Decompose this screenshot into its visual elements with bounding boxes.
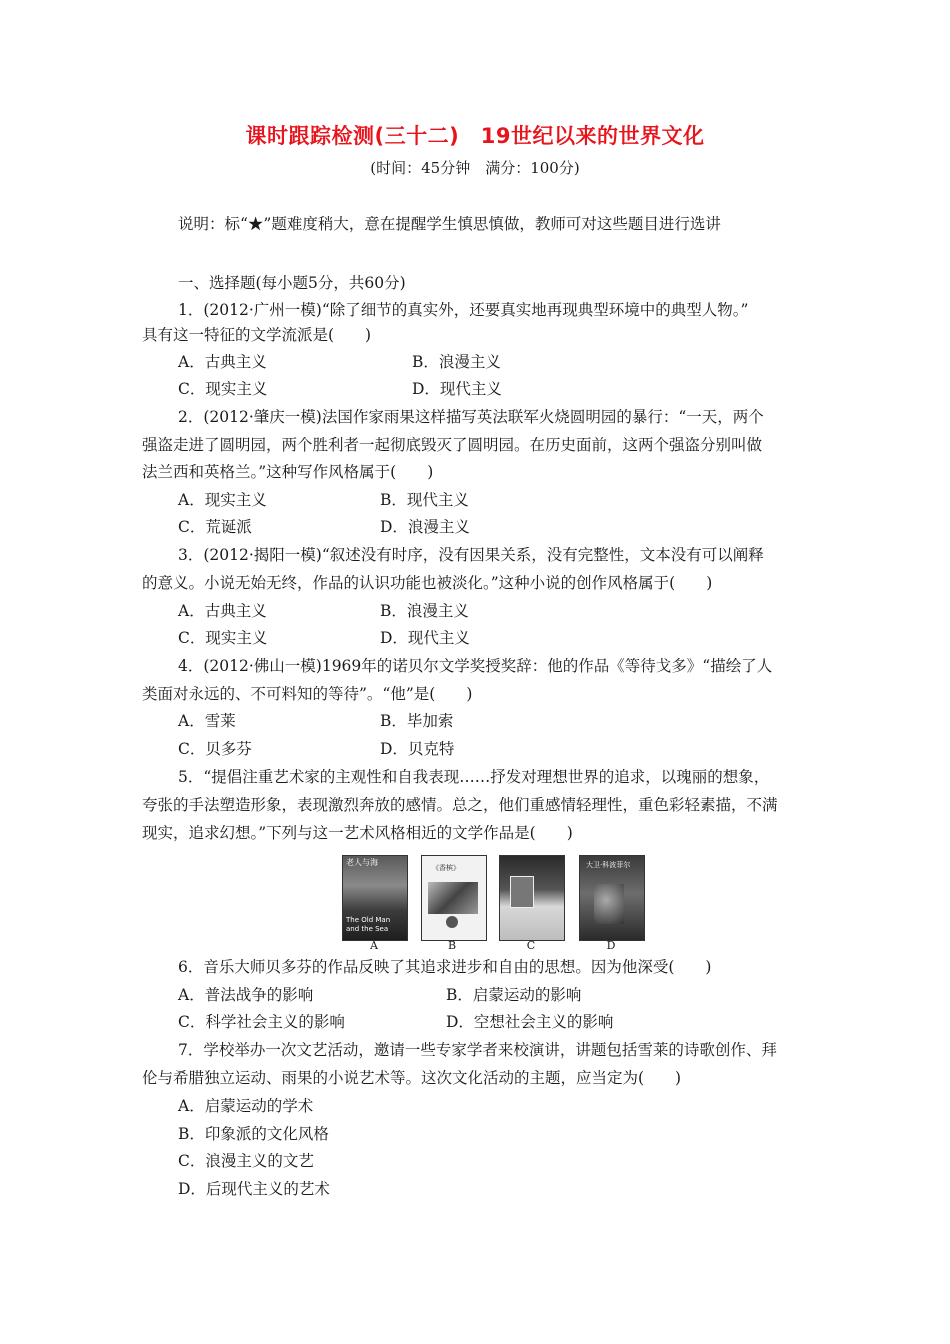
question-6-option-c[interactable]: C．科学社会主义的影响 <box>178 1013 345 1031</box>
question-3-option-c[interactable]: C．现实主义 <box>178 629 268 647</box>
question-1-option-b[interactable]: B．浪漫主义 <box>412 353 501 371</box>
question-1-option-c[interactable]: C．现实主义 <box>178 380 268 398</box>
question-5-line-3: 现实，追求幻想。”下列与这一艺术风格相近的文学作品是( ) <box>142 824 573 842</box>
question-2-option-a[interactable]: A．现实主义 <box>178 491 267 509</box>
book-b-illustration <box>428 882 478 914</box>
book-b-figure <box>446 916 458 928</box>
question-2-line-1: 2．(2012·肇庆一模)法国作家雨果这样描写英法联军火烧圆明园的暴行：“一天，两个 <box>178 408 764 426</box>
book-d-title: 大卫·科波菲尔 <box>586 861 631 869</box>
question-2-line-2: 强盗走进了圆明园，两个胜利者一起彻底毁灭了圆明园。在历史面前，这两个强盗分别叫做 <box>142 436 763 454</box>
question-4-line-1: 4．(2012·佛山一模)1969年的诺贝尔文学奖授奖辞：他的作品《等待戈多》“描绘了人 <box>178 657 773 675</box>
question-1-line-1: 1．(2012·广州一模)“除了细节的真实外，还要真实地再现典型环境中的典型人物。” <box>178 301 749 319</box>
question-4-option-a[interactable]: A．雪莱 <box>178 712 236 730</box>
book-cover-d[interactable] <box>579 855 645 941</box>
book-cover-b[interactable] <box>421 855 487 941</box>
book-cover-options <box>338 855 643 951</box>
question-3-option-b[interactable]: B．浪漫主义 <box>380 602 469 620</box>
question-7-line-2: 伦与希腊独立运动、雨果的小说艺术等。这次文化活动的主题，应当定为( ) <box>142 1069 682 1087</box>
question-3-line-1: 3．(2012·揭阳一模)“叙述没有时序，没有因果关系，没有完整性，文本没有可以阐释 <box>178 546 764 564</box>
book-c-illustration <box>510 876 534 908</box>
question-4-option-d[interactable]: D．贝克特 <box>380 740 455 758</box>
question-4-option-c[interactable]: C．贝多芬 <box>178 740 252 758</box>
question-2-option-c[interactable]: C．荒诞派 <box>178 518 252 536</box>
question-6-line-1: 6．音乐大师贝多芬的作品反映了其追求进步和自由的思想。因为他深受( ) <box>178 958 712 976</box>
question-2-option-d[interactable]: D．浪漫主义 <box>380 518 470 536</box>
book-a-title-en-2: and the Sea <box>346 925 389 933</box>
question-7-option-d[interactable]: D．后现代主义的艺术 <box>178 1180 330 1198</box>
exam-time-score: (时间：45分钟 满分：100分) <box>370 159 580 177</box>
question-7-option-c[interactable]: C．浪漫主义的文艺 <box>178 1152 314 1170</box>
question-2-line-3: 法兰西和英格兰。”这种写作风格属于( ) <box>142 463 434 481</box>
question-7-option-b[interactable]: B．印象派的文化风格 <box>178 1125 329 1143</box>
question-3-option-d[interactable]: D．现代主义 <box>380 629 470 647</box>
question-1-option-d[interactable]: D．现代主义 <box>412 380 502 398</box>
instruction-note: 说明：标“★”题难度稍大，意在提醒学生慎思慎做，教师可对这些题目进行选讲 <box>178 215 721 233</box>
question-5-line-1: 5．“提倡注重艺术家的主观性和自我表现……抒发对理想世界的追求，以瑰丽的想象， <box>178 768 770 786</box>
book-label-b: B <box>447 939 457 952</box>
book-cover-a[interactable] <box>342 855 408 941</box>
question-7-line-1: 7．学校举办一次文艺活动，邀请一些专家学者来校演讲，讲题包括雪莱的诗歌创作、拜 <box>178 1041 777 1059</box>
question-6-option-b[interactable]: B．启蒙运动的影响 <box>446 986 582 1004</box>
question-3-option-a[interactable]: A．古典主义 <box>178 602 267 620</box>
question-6-option-a[interactable]: A．普法战争的影响 <box>178 986 314 1004</box>
question-4-line-2: 类面对永远的、不可料知的等待”。“他”是( ) <box>142 685 473 703</box>
question-5-line-2: 夸张的手法塑造形象，表现激烈奔放的感情。总之，他们重感情轻理性，重色彩轻素描，不满 <box>142 796 778 814</box>
page-title: 课时跟踪检测(三十二) 19世纪以来的世界文化 <box>245 124 705 148</box>
question-1-line-2: 具有这一特征的文学流派是( ) <box>142 326 372 344</box>
question-6-option-d[interactable]: D．空想社会主义的影响 <box>446 1013 614 1031</box>
book-cover-c[interactable] <box>499 855 565 941</box>
book-d-portrait <box>594 884 624 924</box>
book-a-title-en-1: The Old Man <box>346 916 391 924</box>
book-label-d: D <box>606 939 616 952</box>
book-b-title: 《香槟》 <box>432 864 460 872</box>
question-1-option-a[interactable]: A．古典主义 <box>178 353 267 371</box>
question-4-option-b[interactable]: B．毕加索 <box>380 712 454 730</box>
book-a-title-zh: 老人与海 <box>346 858 378 867</box>
section-heading: 一、选择题(每小题5分，共60分) <box>178 274 406 292</box>
question-2-option-b[interactable]: B．现代主义 <box>380 491 469 509</box>
question-3-line-2: 的意义。小说无始无终，作品的认识功能也被淡化。”这种小说的创作风格属于( ) <box>142 574 713 592</box>
book-label-a: A <box>370 939 378 952</box>
question-7-option-a[interactable]: A．启蒙运动的学术 <box>178 1097 314 1115</box>
book-label-c: C <box>526 939 536 952</box>
